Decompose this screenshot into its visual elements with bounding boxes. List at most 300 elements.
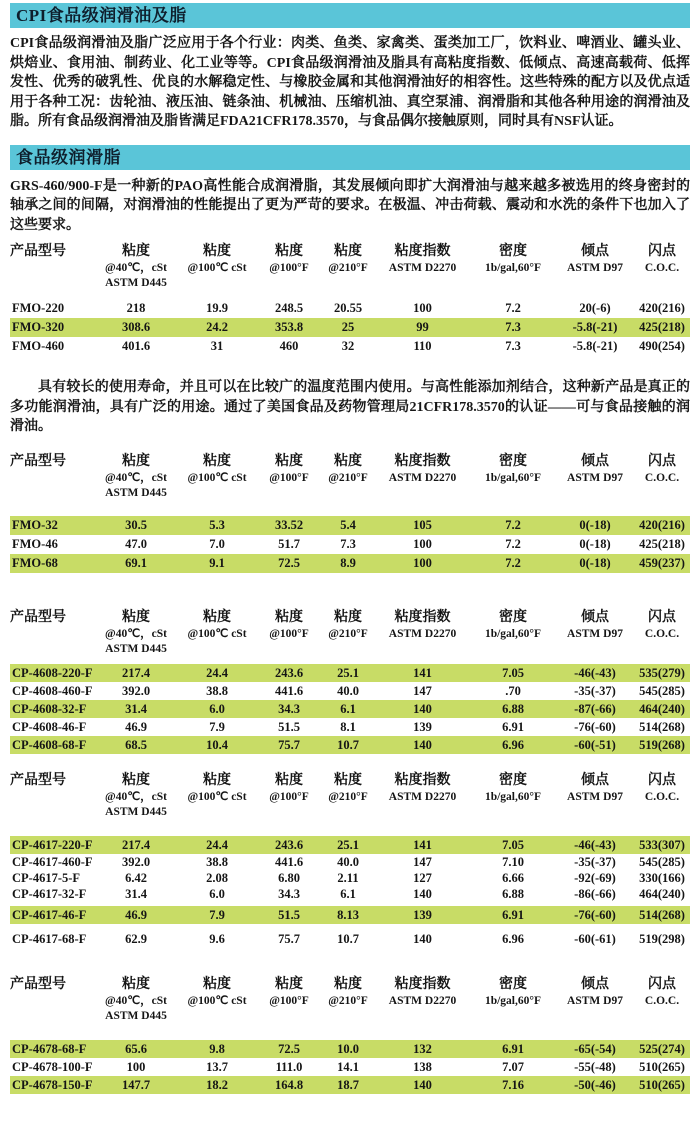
column-header-line: C.O.C. xyxy=(644,994,680,1007)
spec-value-cell: 6.66 xyxy=(502,870,524,885)
table-row xyxy=(10,870,690,886)
column-header-line: 粘度 xyxy=(203,244,231,259)
column-header xyxy=(556,772,634,820)
column-header xyxy=(177,243,257,291)
column-header-line: ASTM D97 xyxy=(567,627,623,640)
spec-value-cell: 25 xyxy=(341,320,355,334)
spec-value-cell: 100 xyxy=(126,1059,146,1074)
spec-value-cell: 140 xyxy=(413,931,432,946)
spec-value-cell: -46(-43) xyxy=(574,837,616,852)
spec-value-cell: 441.6 xyxy=(274,854,304,869)
spec-value-cell: 46.9 xyxy=(125,719,147,734)
spec-value-cell: 140 xyxy=(413,1077,432,1092)
table-row xyxy=(10,554,690,573)
section-header-oils xyxy=(10,3,690,28)
column-header-line: 粘度 xyxy=(334,453,362,469)
column-header xyxy=(257,243,321,291)
spec-value-cell: 40.0 xyxy=(337,683,359,698)
column-header-line: 闪点 xyxy=(648,244,676,259)
spec-value-cell: 10.7 xyxy=(337,931,359,946)
spec-value-cell: 464(240) xyxy=(639,701,685,716)
column-header xyxy=(257,453,321,501)
column-header-line: 产品型号 xyxy=(10,453,66,469)
spec-value-cell: 392.0 xyxy=(121,854,151,869)
product-model-cell: FMO-32 xyxy=(12,517,58,532)
spec-value-cell: 75.7 xyxy=(278,931,300,946)
column-header-line: ASTM D97 xyxy=(567,471,623,484)
column-header xyxy=(177,976,257,1024)
product-model-cell: CP-4608-46-F xyxy=(12,719,87,734)
spec-value-cell: -92(-69) xyxy=(574,870,616,885)
product-model-cell: FMO-460 xyxy=(12,339,65,353)
spec-value-cell: 6.80 xyxy=(278,870,300,885)
column-header-line: 粘度 xyxy=(334,772,362,788)
table-row xyxy=(10,516,690,535)
column-header xyxy=(321,772,375,820)
spec-value-cell: 6.0 xyxy=(209,886,225,901)
column-header xyxy=(95,453,177,501)
spec-value-cell: 25.1 xyxy=(337,665,359,680)
spec-value-cell: 164.8 xyxy=(274,1077,304,1092)
mid-paragraph: 具有较长的使用寿命，并且可以在比较广的温度范围内使用。与高性能添加剂结合，这种新产品是真正的多功能润滑油，具有广泛的用途。通过了美国食品及药物管理局21CFR178.3570的认证——可与食品接触的润滑油。 xyxy=(10,380,690,434)
spec-value-cell: 217.4 xyxy=(121,665,151,680)
table-header xyxy=(10,772,690,820)
spec-value-cell: 33.52 xyxy=(274,517,304,532)
spec-value-cell: 38.8 xyxy=(206,683,228,698)
spec-value-cell: 7.3 xyxy=(340,536,356,551)
spec-value-cell: 425(218) xyxy=(639,536,685,551)
spec-value-cell: 30.5 xyxy=(125,517,147,532)
column-header xyxy=(375,976,470,1024)
column-header-line: @40℃，cSt xyxy=(105,627,167,640)
spec-value-cell: 51.5 xyxy=(278,719,300,734)
spec-table-fmo-heavy xyxy=(10,243,690,356)
table-body xyxy=(10,516,690,573)
spec-value-cell: 132 xyxy=(413,1041,432,1056)
column-header-line: 粘度 xyxy=(334,609,362,625)
column-header-line: C.O.C. xyxy=(644,627,680,640)
product-model-cell: CP-4617-220-F xyxy=(12,837,93,852)
table-row xyxy=(10,930,690,948)
product-model-cell: CP-4678-68-F xyxy=(12,1041,87,1056)
column-header xyxy=(95,243,177,291)
spec-value-cell: 24.4 xyxy=(206,665,228,680)
spec-value-cell: 34.3 xyxy=(278,886,300,901)
product-model-cell: CP-4678-100-F xyxy=(12,1059,93,1074)
spec-value-cell: 535(279) xyxy=(639,665,685,680)
spec-value-cell: 6.1 xyxy=(340,701,356,716)
column-header xyxy=(470,453,556,501)
column-header-line: ASTM D2270 xyxy=(388,627,457,640)
spec-value-cell: 420(216) xyxy=(639,517,685,532)
spec-value-cell: -46(-43) xyxy=(574,665,616,680)
spec-value-cell: 7.3 xyxy=(505,339,521,353)
table-header xyxy=(10,976,690,1024)
column-header-line: 粘度 xyxy=(122,453,150,469)
column-header-line: 倾点 xyxy=(581,453,609,469)
column-header-line: ASTM D2270 xyxy=(388,790,457,803)
column-header-line: 闪点 xyxy=(648,976,676,992)
spec-value-cell: 140 xyxy=(413,886,432,901)
column-header-line: 产品型号 xyxy=(10,244,66,259)
spec-table-fmo-light xyxy=(10,453,690,573)
column-header-line: 粘度 xyxy=(203,609,231,625)
table-row xyxy=(10,718,690,736)
column-header-line: @40℃，cSt xyxy=(105,790,167,803)
column-header-line: @100°F xyxy=(269,994,309,1007)
column-header xyxy=(634,243,690,291)
column-header-line: 粘度 xyxy=(122,244,150,259)
column-header-line: ASTM D445 xyxy=(105,1009,167,1022)
column-header-line: 粘度指数 xyxy=(394,609,451,625)
spec-value-cell: -76(-60) xyxy=(574,907,616,922)
table-row xyxy=(10,854,690,870)
column-header-line: 1b/gal,60°F xyxy=(484,994,542,1007)
spec-value-cell: 545(285) xyxy=(639,683,685,698)
spec-value-cell: 100 xyxy=(413,536,432,551)
spec-value-cell: 401.6 xyxy=(121,339,151,353)
table-row xyxy=(10,886,690,902)
spec-value-cell: 40.0 xyxy=(337,854,359,869)
spec-value-cell: 75.7 xyxy=(278,737,300,752)
spec-value-cell: 72.5 xyxy=(278,1041,300,1056)
column-header-line: @100℃ cSt xyxy=(187,471,247,484)
spec-value-cell: 248.5 xyxy=(274,301,304,315)
spec-value-cell: 5.4 xyxy=(340,517,356,532)
spec-value-cell: 13.7 xyxy=(206,1059,228,1074)
spec-value-cell: 6.96 xyxy=(502,931,524,946)
column-header-line: @100°F xyxy=(269,471,309,484)
table-row xyxy=(10,535,690,554)
spec-value-cell: 20(-6) xyxy=(579,301,611,315)
spec-value-cell: 10.4 xyxy=(206,737,228,752)
column-header xyxy=(177,453,257,501)
column-header xyxy=(95,609,177,657)
column-header xyxy=(556,453,634,501)
spec-value-cell: 105 xyxy=(413,517,432,532)
column-header-line: @40℃，cSt xyxy=(105,994,167,1007)
spec-value-cell: 533(307) xyxy=(639,837,685,852)
table-row xyxy=(10,337,690,356)
spec-value-cell: 460 xyxy=(279,339,299,353)
spec-table-cp4617 xyxy=(10,772,690,948)
spec-value-cell: 9.6 xyxy=(209,931,225,946)
table-body xyxy=(10,299,690,356)
column-header xyxy=(321,609,375,657)
spec-value-cell: -86(-66) xyxy=(574,886,616,901)
column-header xyxy=(10,243,95,291)
column-header-line: 粘度 xyxy=(334,244,362,259)
column-header-line: @100°F xyxy=(269,627,309,640)
product-model-cell: CP-4617-460-F xyxy=(12,854,93,869)
column-header-line: ASTM D445 xyxy=(105,277,167,289)
column-header-line: 密度 xyxy=(499,609,527,625)
column-header xyxy=(10,609,95,657)
product-model-cell: FMO-320 xyxy=(12,320,65,334)
column-header xyxy=(634,609,690,657)
column-header xyxy=(470,772,556,820)
column-header xyxy=(634,453,690,501)
column-header-line: 产品型号 xyxy=(10,609,66,625)
column-header-line: ASTM D97 xyxy=(567,790,623,803)
spec-value-cell: 139 xyxy=(413,907,432,922)
column-header-line: 闪点 xyxy=(648,453,676,469)
spec-value-cell: 34.3 xyxy=(278,701,300,716)
spec-value-cell: 62.9 xyxy=(125,931,147,946)
spec-value-cell: 25.1 xyxy=(337,837,359,852)
spec-value-cell: .70 xyxy=(505,683,521,698)
spec-value-cell: 6.91 xyxy=(502,907,524,922)
spec-value-cell: 420(216) xyxy=(639,301,685,315)
column-header-line: @40℃，cSt xyxy=(105,262,167,274)
column-header-line: 粘度指数 xyxy=(394,976,451,992)
column-header-line: 1b/gal,60°F xyxy=(484,262,542,274)
column-header-line: @40℃，cSt xyxy=(105,471,167,484)
spec-value-cell: -5.8(-21) xyxy=(572,320,618,334)
table-row xyxy=(10,700,690,718)
spec-value-cell: 7.05 xyxy=(502,837,524,852)
column-header-line: 倾点 xyxy=(581,609,609,625)
column-header-line: 1b/gal,60°F xyxy=(484,790,542,803)
column-header-line: ASTM D2270 xyxy=(388,471,457,484)
spec-value-cell: 18.2 xyxy=(206,1077,228,1092)
spec-value-cell: 2.11 xyxy=(337,870,359,885)
product-model-cell: CP-4608-68-F xyxy=(12,737,87,752)
spec-value-cell: 459(237) xyxy=(639,555,685,570)
column-header xyxy=(321,243,375,291)
column-header-line: 粘度 xyxy=(203,772,231,788)
spec-value-cell: 47.0 xyxy=(125,536,147,551)
product-model-cell: CP-4678-150-F xyxy=(12,1077,93,1092)
column-header-line: 倾点 xyxy=(581,772,609,788)
product-model-cell: CP-4617-32-F xyxy=(12,886,87,901)
column-header-line: ASTM D97 xyxy=(567,262,623,274)
spec-value-cell: 72.5 xyxy=(278,555,300,570)
table-header xyxy=(10,453,690,501)
column-header-line: ASTM D445 xyxy=(105,642,167,655)
spec-value-cell: 392.0 xyxy=(121,683,151,698)
table-row xyxy=(10,736,690,754)
column-header xyxy=(321,976,375,1024)
column-header-line: 粘度 xyxy=(275,609,303,625)
spec-value-cell: 8.9 xyxy=(340,555,356,570)
spec-value-cell: 18.7 xyxy=(337,1077,359,1092)
spec-value-cell: 7.16 xyxy=(502,1077,524,1092)
spec-value-cell: -50(-46) xyxy=(574,1077,616,1092)
column-header xyxy=(10,772,95,820)
spec-value-cell: 6.88 xyxy=(502,701,524,716)
spec-value-cell: 510(265) xyxy=(639,1077,685,1092)
spec-value-cell: 68.5 xyxy=(125,737,147,752)
column-header xyxy=(375,772,470,820)
spec-value-cell: 110 xyxy=(413,339,432,353)
product-model-cell: FMO-220 xyxy=(12,301,65,315)
spec-table-cp4608 xyxy=(10,609,690,754)
spec-value-cell: 6.1 xyxy=(340,886,356,901)
spec-value-cell: 140 xyxy=(413,701,432,716)
spec-value-cell: 111.0 xyxy=(275,1059,303,1074)
column-header-line: 密度 xyxy=(499,772,527,788)
spec-value-cell: 0(-18) xyxy=(579,517,611,532)
section-header-grease xyxy=(10,145,690,170)
grease-paragraph: GRS-460/900-F是一种新的PAO高性能合成润滑脂，其发展倾向即扩大润滑油与越来越多被选用的终身密封的轴承之间的间隔，对润滑油的性能提出了更为严苛的要求。在极温、冲击荷载、震动和水洗的条件下也加入了这些要求。 xyxy=(10,178,690,233)
column-header-line: @100℃ cSt xyxy=(187,790,247,803)
product-model-cell: FMO-46 xyxy=(12,536,58,551)
column-header-line: 密度 xyxy=(499,453,527,469)
product-model-cell: CP-4608-32-F xyxy=(12,701,87,716)
spec-value-cell: 14.1 xyxy=(337,1059,359,1074)
product-model-cell: FMO-68 xyxy=(12,555,58,570)
spec-value-cell: 510(265) xyxy=(639,1059,685,1074)
table-body xyxy=(10,664,690,754)
spec-value-cell: 217.4 xyxy=(121,837,151,852)
column-header-line: 粘度 xyxy=(275,976,303,992)
spec-value-cell: 330(166) xyxy=(639,870,685,885)
table-body xyxy=(10,836,690,948)
column-header xyxy=(10,453,95,501)
column-header-line: 粘度 xyxy=(203,976,231,992)
spec-value-cell: -35(-37) xyxy=(574,683,616,698)
column-header-line: 倾点 xyxy=(581,976,609,992)
spec-value-cell: 6.0 xyxy=(209,701,225,716)
spec-value-cell: -60(-61) xyxy=(574,931,616,946)
column-header xyxy=(375,609,470,657)
column-header-line: 粘度 xyxy=(203,453,231,469)
spec-value-cell: 141 xyxy=(413,837,432,852)
column-header xyxy=(10,976,95,1024)
spec-value-cell: 490(254) xyxy=(639,339,685,353)
spec-value-cell: 7.2 xyxy=(505,536,521,551)
column-header-line: @210°F xyxy=(328,262,368,274)
spec-value-cell: 147.7 xyxy=(121,1077,151,1092)
column-header-line: @100℃ cSt xyxy=(187,994,247,1007)
spec-value-cell: 514(268) xyxy=(639,907,685,922)
column-header-line: 密度 xyxy=(499,244,527,259)
column-header-line: 闪点 xyxy=(648,609,676,625)
spec-value-cell: 7.07 xyxy=(502,1059,524,1074)
column-header xyxy=(470,609,556,657)
spec-value-cell: 32 xyxy=(341,339,355,353)
spec-value-cell: 31.4 xyxy=(125,886,147,901)
table-row xyxy=(10,299,690,318)
spec-value-cell: 6.96 xyxy=(502,737,524,752)
spec-value-cell: 6.91 xyxy=(502,719,524,734)
spec-value-cell: 218 xyxy=(126,301,146,315)
column-header xyxy=(257,609,321,657)
column-header-line: 粘度指数 xyxy=(394,453,451,469)
column-header xyxy=(556,609,634,657)
spec-value-cell: 9.8 xyxy=(209,1041,225,1056)
column-header-line: @100℃ cSt xyxy=(187,262,247,274)
spec-value-cell: 7.05 xyxy=(502,665,524,680)
spec-value-cell: 100 xyxy=(413,301,432,315)
spec-value-cell: 100 xyxy=(413,555,432,570)
intro-paragraph: CPI食品级润滑油及脂广泛应用于各个行业：肉类、鱼类、家禽类、蛋类加工厂，饮料业、啤酒业、罐头业、烘焙业、食用油、制药业、化工业等等。CPI食品级润滑油及脂具有高粘度指数、低倾点、高速高载荷、低挥发性、优秀的破乳性、优良的水解稳定性、与橡胶金属和其他润滑油好的相容性。这些特殊的配方以及优点适用于各种工况：齿轮油、液压油、链条油、机械油、压缩机油、真空泵浦、润滑脂和其他各种用途的润滑油及脂。所有食品级润滑油及脂皆满足FDA21CFR178.3570，与食品偶尔接触原则，同时具有NSF认证。 xyxy=(10,36,690,129)
column-header-line: 粘度 xyxy=(275,772,303,788)
spec-value-cell: -65(-54) xyxy=(574,1041,616,1056)
spec-value-cell: 46.9 xyxy=(125,907,147,922)
column-header-line: 粘度 xyxy=(275,453,303,469)
spec-value-cell: -5.8(-21) xyxy=(572,339,618,353)
column-header-line: @100°F xyxy=(269,790,309,803)
spec-value-cell: 24.4 xyxy=(206,837,228,852)
column-header-line: 粘度 xyxy=(334,976,362,992)
column-header-line: C.O.C. xyxy=(644,790,680,803)
table-row xyxy=(10,1058,690,1076)
spec-value-cell: 8.13 xyxy=(337,907,359,922)
table-body xyxy=(10,1040,690,1094)
spec-value-cell: 24.2 xyxy=(206,320,228,334)
spec-value-cell: 6.42 xyxy=(125,870,147,885)
spec-value-cell: 514(268) xyxy=(639,719,685,734)
spec-table-cp4678 xyxy=(10,976,690,1094)
column-header-line: 粘度 xyxy=(275,244,303,259)
column-header-line: ASTM D445 xyxy=(105,486,167,499)
product-model-cell: CP-4617-5-F xyxy=(12,870,81,885)
table-header xyxy=(10,243,690,291)
spec-value-cell: 138 xyxy=(413,1059,432,1074)
column-header xyxy=(177,772,257,820)
spec-value-cell: 7.2 xyxy=(505,301,521,315)
spec-value-cell: 7.2 xyxy=(505,517,521,532)
column-header-line: @210°F xyxy=(328,994,368,1007)
spec-value-cell: 464(240) xyxy=(639,886,685,901)
spec-value-cell: -60(-51) xyxy=(574,737,616,752)
column-header-line: 倾点 xyxy=(581,244,609,259)
table-row xyxy=(10,1076,690,1094)
column-header-line: C.O.C. xyxy=(644,262,680,274)
column-header xyxy=(177,609,257,657)
spec-value-cell: 7.3 xyxy=(505,320,521,334)
spec-value-cell: 7.2 xyxy=(505,555,521,570)
column-header-line: @210°F xyxy=(328,471,368,484)
table-header xyxy=(10,609,690,657)
spec-value-cell: 8.1 xyxy=(340,719,356,734)
column-header xyxy=(634,976,690,1024)
column-header-line: @210°F xyxy=(328,790,368,803)
table-row xyxy=(10,682,690,700)
spec-value-cell: 7.9 xyxy=(209,907,225,922)
spec-value-cell: 243.6 xyxy=(274,665,304,680)
spec-value-cell: 519(268) xyxy=(639,737,685,752)
column-header-line: 1b/gal,60°F xyxy=(484,471,542,484)
table-row xyxy=(10,318,690,337)
column-header-line: @100°F xyxy=(269,262,309,274)
spec-value-cell: -35(-37) xyxy=(574,854,616,869)
spec-value-cell: 545(285) xyxy=(639,854,685,869)
spec-value-cell: 7.10 xyxy=(502,854,524,869)
spec-value-cell: 353.8 xyxy=(274,320,304,334)
column-header-line: 粘度 xyxy=(122,609,150,625)
spec-value-cell: 19.9 xyxy=(206,301,228,315)
spec-value-cell: 127 xyxy=(413,870,432,885)
spec-value-cell: 31.4 xyxy=(125,701,147,716)
spec-value-cell: 10.7 xyxy=(337,737,359,752)
column-header xyxy=(257,772,321,820)
spec-value-cell: 7.9 xyxy=(209,719,225,734)
column-header-line: @210°F xyxy=(328,627,368,640)
column-header-line: 粘度指数 xyxy=(394,772,451,788)
spec-value-cell: 5.3 xyxy=(209,517,225,532)
column-header xyxy=(470,243,556,291)
spec-value-cell: 308.6 xyxy=(121,320,151,334)
column-header xyxy=(556,976,634,1024)
spec-value-cell: 31 xyxy=(210,339,224,353)
spec-value-cell: 147 xyxy=(413,854,432,869)
column-header-line: ASTM D445 xyxy=(105,805,167,818)
table-row xyxy=(10,664,690,682)
spec-value-cell: 425(218) xyxy=(639,320,685,334)
